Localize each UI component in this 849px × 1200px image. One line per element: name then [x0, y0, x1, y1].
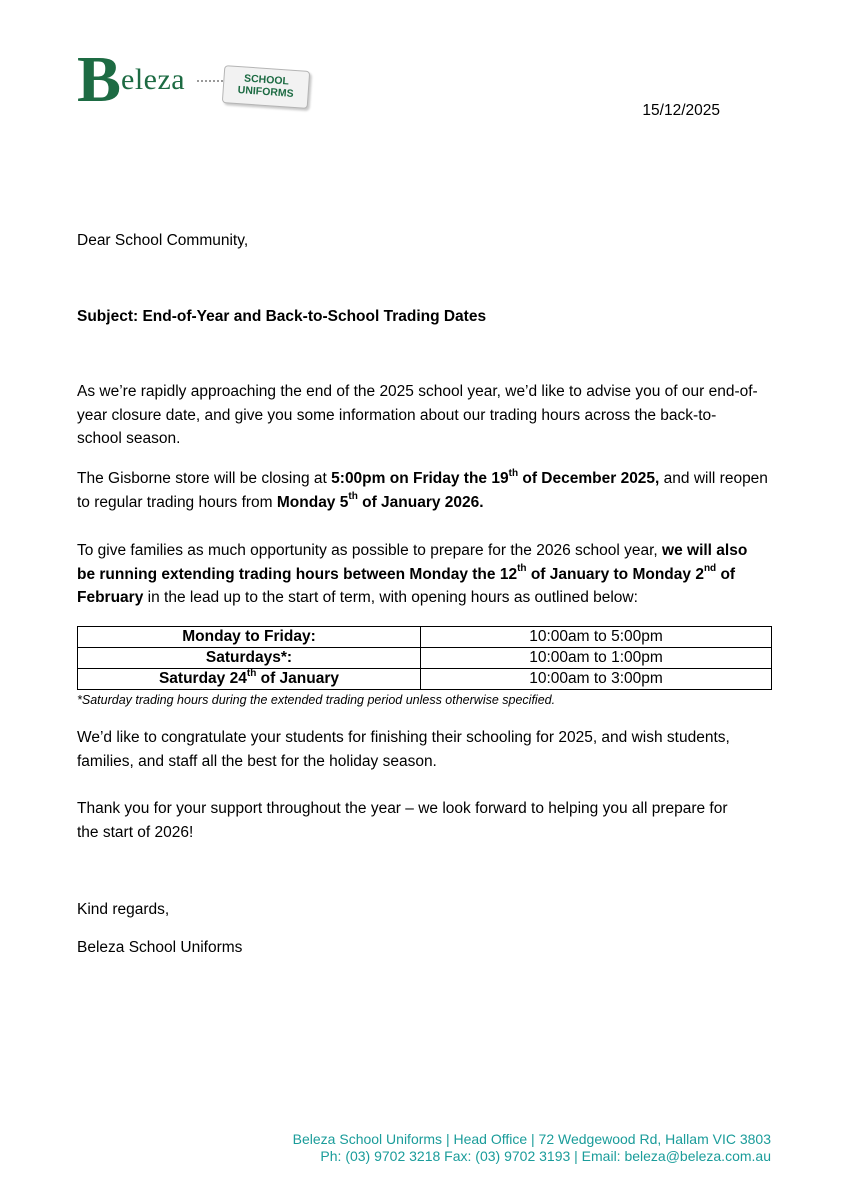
paragraph-line	[77, 586, 747, 610]
paragraph-extended-hours	[77, 539, 747, 610]
text-run: in the lead up to the start of term, with opening hours as outlined below:	[143, 589, 638, 606]
paragraph-line: families, and staff all the best for the holiday season.	[77, 752, 437, 770]
table-row	[78, 669, 772, 690]
table-footnote: *Saturday trading hours during the extended trading period unless otherwise specified.	[77, 693, 556, 707]
subject-line: Subject: End-of-Year and Back-to-School Trading Dates	[77, 308, 487, 325]
paragraph-line	[77, 467, 768, 491]
table-row	[78, 627, 772, 648]
paragraph-line: school season.	[77, 430, 181, 447]
text-run: to regular trading hours from	[77, 493, 277, 511]
paragraph-line: the start of 2026!	[77, 823, 194, 841]
paragraph-closing-dates	[77, 467, 768, 514]
time-cell: 10:00am to 1:00pm	[421, 648, 772, 669]
signature: Beleza School Uniforms	[77, 939, 243, 956]
logo-tag-line-1: SCHOOL	[243, 72, 290, 88]
footer-contact: Ph: (03) 9702 3218 Fax: (03) 9702 3193 | Email: beleza@beleza.com.au	[320, 1148, 771, 1164]
logo-word: eleza	[121, 63, 186, 96]
paragraph-thanks	[77, 797, 728, 844]
letter-footer	[293, 1131, 771, 1165]
paragraph-line: be running extending trading hours between Monday the 12th of January to Monday 2nd of	[77, 563, 736, 583]
trading-hours-table	[77, 626, 772, 690]
greeting: Dear School Community,	[77, 232, 249, 249]
day-cell: Monday to Friday:	[78, 627, 421, 648]
paragraph-line: Thank you for your support throughout the year – we look forward to helping you all prepare for	[77, 800, 728, 817]
company-logo	[77, 43, 317, 118]
paragraph-congratulations	[77, 726, 730, 773]
time-cell: 10:00am to 3:00pm	[421, 669, 772, 690]
text-run: The Gisborne store will be closing at	[77, 470, 332, 487]
logo-tag-line-2: UNIFORMS	[237, 84, 295, 100]
text-run: and will reopen	[659, 470, 768, 487]
paragraph-intro	[77, 380, 758, 451]
logo-tag	[222, 65, 310, 109]
paragraph-line	[77, 491, 768, 515]
reopen-date: Monday 5th of January 2026.	[276, 491, 484, 511]
text-run-bold: we will also	[662, 542, 748, 559]
text-run-bold: February	[77, 589, 144, 606]
paragraph-line: We’d like to congratulate your students for finishing their schooling for 2025, and wish students,	[77, 729, 730, 746]
logo-initial: B	[77, 43, 122, 116]
closing: Kind regards,	[77, 901, 170, 918]
day-cell: Saturdays*:	[78, 648, 421, 669]
table-row	[78, 648, 772, 669]
time-cell: 10:00am to 5:00pm	[421, 627, 772, 648]
text-run: To give families as much opportunity as possible to prepare for the 2026 school year,	[77, 542, 663, 559]
paragraph-line: As we’re rapidly approaching the end of the 2025 school year, we’d like to advise you of our end-of-	[77, 383, 758, 400]
letter-date: 15/12/2025	[642, 102, 720, 119]
day-cell: Saturday 24th of January	[78, 669, 421, 690]
paragraph-line: year closure date, and give you some information about our trading hours across the back-to-	[77, 406, 717, 424]
paragraph-line	[77, 539, 747, 563]
footer-address: Beleza School Uniforms | Head Office | 72 Wedgewood Rd, Hallam VIC 3803	[292, 1131, 771, 1147]
closing-time: 5:00pm on Friday the 19th of December 2025,	[331, 467, 660, 487]
